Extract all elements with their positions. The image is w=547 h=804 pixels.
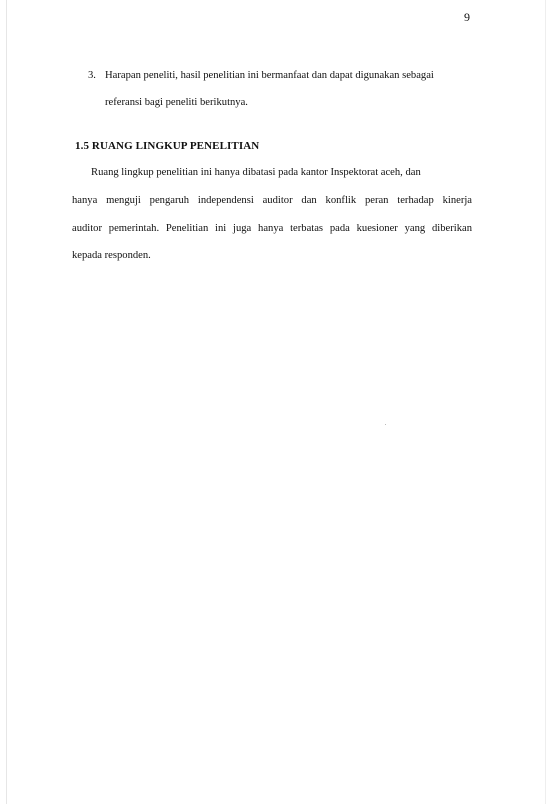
list-item-line: referansi bagi peneliti berikutnya.: [105, 97, 248, 108]
paragraph-line: Ruang lingkup penelitian ini hanya dibatasi pada kantor Inspektorat aceh, dan: [91, 167, 421, 178]
list-item-line: Harapan peneliti, hasil penelitian ini bermanfaat dan dapat digunakan sebagai: [105, 70, 434, 81]
page-number: 9: [464, 10, 470, 24]
paragraph-line: kepada responden.: [72, 250, 151, 261]
list-item-number: 3.: [88, 70, 96, 81]
section-heading: 1.5 RUANG LINGKUP PENELITIAN: [75, 140, 260, 152]
paragraph-line: hanya menguji pengaruh independensi auditor dan konflik peran terhadap kinerja: [72, 195, 472, 206]
scan-speck: [385, 424, 386, 425]
scan-edge-left: [6, 0, 7, 804]
scan-edge-right: [545, 0, 546, 804]
paragraph-line: auditor pemerintah. Penelitian ini juga hanya terbatas pada kuesioner yang diberikan: [72, 223, 472, 234]
